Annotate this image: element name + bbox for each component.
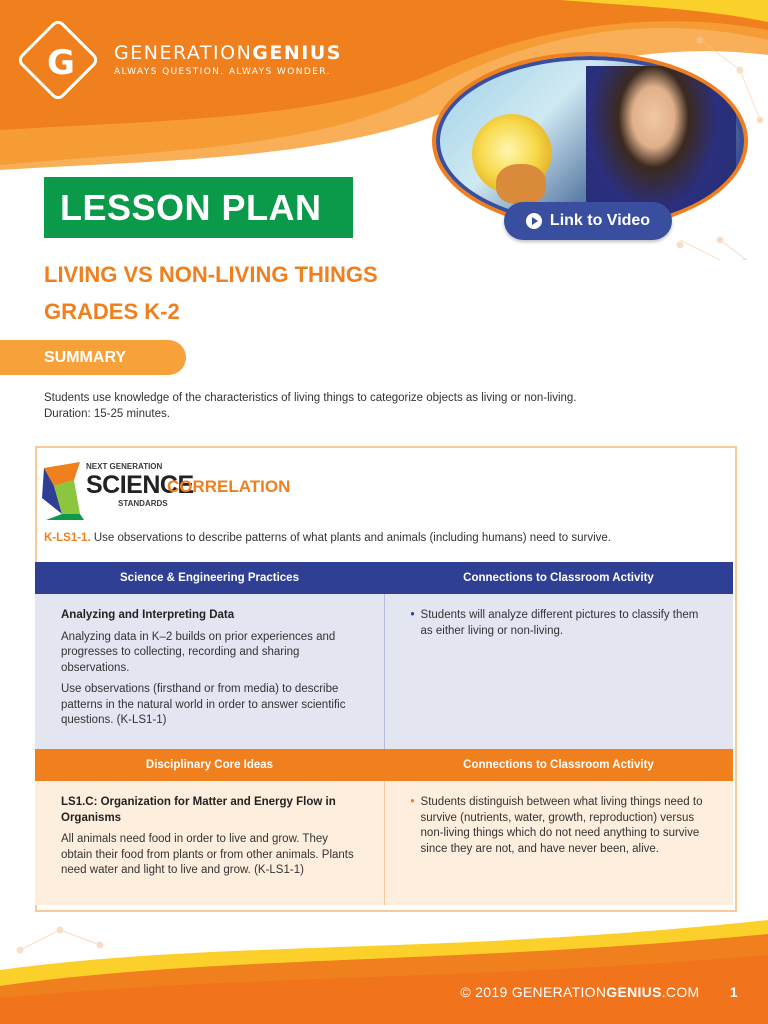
connections-header-1: Connections to Classroom Activity [463, 572, 654, 584]
core-ideas-header: Disciplinary Core Ideas [145, 759, 274, 771]
core-ideas-cell [35, 781, 385, 905]
practices-para-2: Use observations (firsthand or from media) to describe patterns in the natural world in order to answer scientific questions. (K-LS1-1) [61, 683, 346, 726]
footer-site-bold: GENIUS [606, 984, 662, 1000]
standard-code: K-LS1-1. [44, 532, 91, 544]
summary-text [44, 390, 576, 422]
practices-heading: Analyzing and Interpreting Data [61, 609, 235, 621]
standard-text: Use observations to describe patterns of what plants and animals (including humans) need to survive. [90, 532, 611, 544]
core-ideas-panel [35, 781, 733, 905]
connections-text-2: Students distinguish between what living things need to survive (nutrients, water, growth, reproduction) versus non-living things which do not need anything to survive since they are not, and have never been, alive. [420, 796, 703, 855]
list-item [411, 795, 708, 857]
core-ideas-header-row [35, 749, 733, 781]
connections-cell-1 [385, 594, 734, 750]
connections-cell-2 [385, 781, 734, 905]
core-ideas-heading: LS1.C: Organization for Matter and Energy Flow in Organisms [61, 796, 336, 824]
correlation-heading: CORRELATION [167, 477, 291, 496]
summary-description: Students use knowledge of the characteristics of living things to categorize objects as living or non-living. [44, 392, 577, 404]
ngss-standards: STANDARDS [118, 499, 168, 508]
lesson-title-grades: GRADES K-2 [44, 299, 180, 324]
bullet-icon: • [410, 796, 415, 808]
connections-text-1: Students will analyze different pictures to classify them as either living or non-living. [420, 609, 699, 637]
ngss-next-generation: NEXT GENERATION [86, 462, 163, 471]
connections-header-2: Connections to Classroom Activity [463, 759, 654, 771]
summary-tab: SUMMARY [0, 340, 186, 375]
footer-copyright [460, 984, 738, 1000]
brand-light: GENERATION [114, 42, 253, 64]
ngss-science: SCIENCE [86, 471, 194, 499]
logo-letter: G [47, 43, 75, 83]
footer-copyright-symbol: © 2019 [460, 984, 512, 1000]
brand-name [114, 42, 342, 64]
footer-background [0, 920, 768, 1024]
practices-header: Science & Engineering Practices [120, 572, 299, 584]
footer-site-light: GENERATION [511, 984, 607, 1000]
brand-bold: GENIUS [252, 42, 342, 64]
page-number: 1 [729, 984, 738, 1000]
summary-duration: Duration: 15-25 minutes. [44, 408, 170, 420]
lesson-plan-banner: LESSON PLAN [44, 177, 353, 238]
core-ideas-para: All animals need food in order to live and grow. They obtain their food from plants or from other animals. Plants need water and light to live and grow. (K-LS1-1) [61, 833, 354, 876]
practices-para-1: Analyzing data in K–2 builds on prior experiences and progresses to collecting, recording and sharing observations. [61, 630, 336, 674]
play-icon [526, 213, 542, 229]
link-to-video-button[interactable] [504, 202, 672, 240]
practices-header-row [35, 562, 733, 594]
footer-site-suffix: .COM [661, 984, 700, 1000]
practices-cell [35, 594, 385, 750]
lesson-title-topic: LIVING VS NON-LIVING THINGS [44, 262, 378, 287]
lesson-title [44, 256, 378, 330]
list-item [411, 608, 708, 639]
video-button-label: Link to Video [549, 212, 651, 229]
bullet-icon: • [410, 609, 415, 621]
photo-kitten [496, 164, 546, 204]
practices-panel [35, 594, 733, 750]
standard-line [44, 532, 611, 544]
brand-tagline: ALWAYS QUESTION. ALWAYS WONDER. [114, 67, 331, 77]
